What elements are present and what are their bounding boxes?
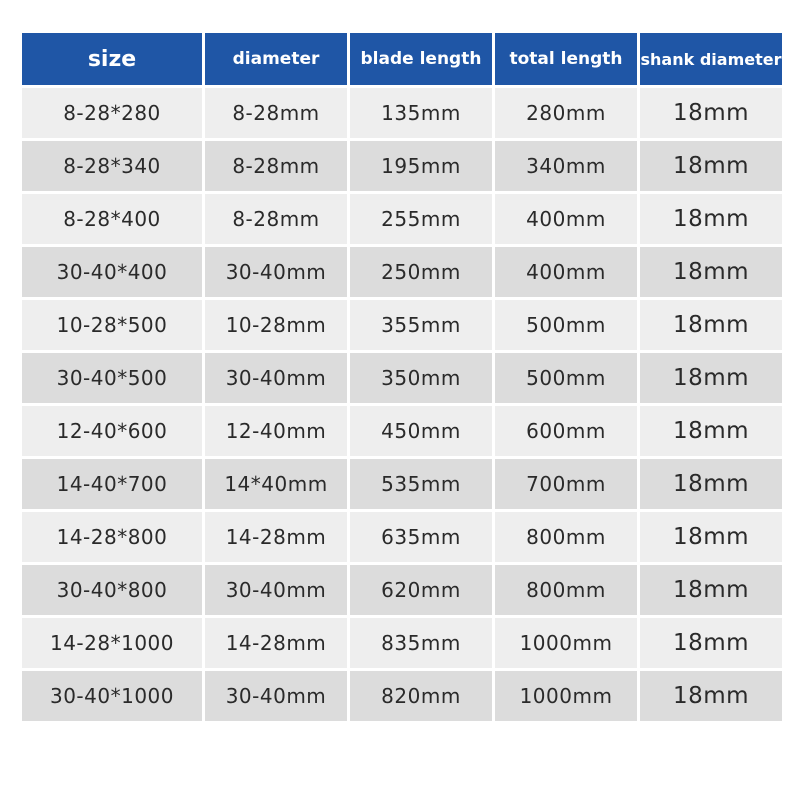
cell-total-length: 500mm xyxy=(495,300,637,353)
cell-blade-length: 535mm xyxy=(350,459,492,512)
cell-shank-diameter: 18mm xyxy=(640,565,782,618)
cell-shank-diameter: 18mm xyxy=(640,247,782,300)
cell-shank-diameter: 18mm xyxy=(640,671,782,724)
cell-shank-diameter: 18mm xyxy=(640,512,782,565)
cell-total-length: 280mm xyxy=(495,88,637,141)
cell-diameter: 30-40mm xyxy=(205,671,347,724)
table-row xyxy=(22,141,782,194)
cell-diameter: 14-28mm xyxy=(205,618,347,671)
cell-size: 30-40*1000 xyxy=(22,671,202,724)
cell-diameter: 30-40mm xyxy=(205,353,347,406)
cell-blade-length: 250mm xyxy=(350,247,492,300)
cell-shank-diameter: 18mm xyxy=(640,141,782,194)
spec-table-container xyxy=(22,33,782,724)
table-header xyxy=(22,33,782,88)
cell-diameter: 30-40mm xyxy=(205,247,347,300)
cell-blade-length: 135mm xyxy=(350,88,492,141)
header-diameter: diameter xyxy=(205,33,347,88)
cell-total-length: 600mm xyxy=(495,406,637,459)
cell-size: 14-28*1000 xyxy=(22,618,202,671)
cell-blade-length: 350mm xyxy=(350,353,492,406)
cell-size: 30-40*800 xyxy=(22,565,202,618)
cell-diameter: 14-28mm xyxy=(205,512,347,565)
table-row xyxy=(22,618,782,671)
cell-total-length: 400mm xyxy=(495,194,637,247)
spec-table xyxy=(19,33,785,724)
cell-total-length: 800mm xyxy=(495,565,637,618)
cell-shank-diameter: 18mm xyxy=(640,353,782,406)
cell-shank-diameter: 18mm xyxy=(640,406,782,459)
cell-total-length: 800mm xyxy=(495,512,637,565)
table-row xyxy=(22,247,782,300)
cell-size: 14-40*700 xyxy=(22,459,202,512)
table-row xyxy=(22,300,782,353)
table-row xyxy=(22,353,782,406)
header-row xyxy=(22,33,782,88)
cell-total-length: 1000mm xyxy=(495,671,637,724)
header-size: size xyxy=(22,33,202,88)
cell-shank-diameter: 18mm xyxy=(640,88,782,141)
table-row xyxy=(22,406,782,459)
cell-size: 8-28*340 xyxy=(22,141,202,194)
table-row xyxy=(22,671,782,724)
cell-total-length: 700mm xyxy=(495,459,637,512)
cell-diameter: 10-28mm xyxy=(205,300,347,353)
cell-blade-length: 195mm xyxy=(350,141,492,194)
cell-total-length: 400mm xyxy=(495,247,637,300)
header-total-length: total length xyxy=(495,33,637,88)
cell-diameter: 12-40mm xyxy=(205,406,347,459)
cell-total-length: 500mm xyxy=(495,353,637,406)
cell-total-length: 340mm xyxy=(495,141,637,194)
cell-shank-diameter: 18mm xyxy=(640,194,782,247)
cell-shank-diameter: 18mm xyxy=(640,618,782,671)
cell-total-length: 1000mm xyxy=(495,618,637,671)
cell-diameter: 30-40mm xyxy=(205,565,347,618)
cell-diameter: 8-28mm xyxy=(205,194,347,247)
cell-shank-diameter: 18mm xyxy=(640,300,782,353)
cell-size: 30-40*400 xyxy=(22,247,202,300)
cell-size: 8-28*280 xyxy=(22,88,202,141)
cell-blade-length: 835mm xyxy=(350,618,492,671)
table-body xyxy=(22,88,782,724)
cell-diameter: 8-28mm xyxy=(205,88,347,141)
cell-blade-length: 820mm xyxy=(350,671,492,724)
cell-blade-length: 255mm xyxy=(350,194,492,247)
cell-shank-diameter: 18mm xyxy=(640,459,782,512)
table-row xyxy=(22,194,782,247)
cell-diameter: 8-28mm xyxy=(205,141,347,194)
cell-blade-length: 355mm xyxy=(350,300,492,353)
cell-size: 30-40*500 xyxy=(22,353,202,406)
cell-size: 12-40*600 xyxy=(22,406,202,459)
cell-size: 14-28*800 xyxy=(22,512,202,565)
table-row xyxy=(22,565,782,618)
cell-size: 8-28*400 xyxy=(22,194,202,247)
table-row xyxy=(22,459,782,512)
cell-blade-length: 450mm xyxy=(350,406,492,459)
cell-diameter: 14*40mm xyxy=(205,459,347,512)
cell-size: 10-28*500 xyxy=(22,300,202,353)
table-row xyxy=(22,88,782,141)
header-shank-diameter: shank diameter xyxy=(640,33,782,88)
cell-blade-length: 635mm xyxy=(350,512,492,565)
header-blade-length: blade length xyxy=(350,33,492,88)
cell-blade-length: 620mm xyxy=(350,565,492,618)
table-row xyxy=(22,512,782,565)
